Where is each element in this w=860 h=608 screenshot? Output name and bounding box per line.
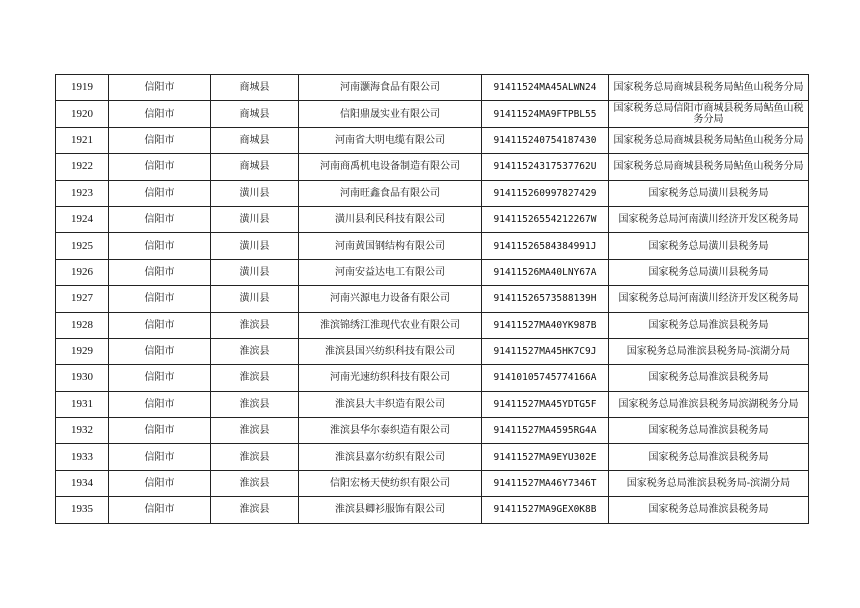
city-cell: 信阳市 <box>109 444 211 470</box>
tax-authority-cell: 国家税务总局淮滨县税务局-滨湖分局 <box>609 338 809 364</box>
company-name-cell: 河南省大明电缆有限公司 <box>299 127 482 153</box>
credit-code-cell: 91411527MA45HK7C9J <box>482 338 609 364</box>
credit-code-cell: 914115240754187430 <box>482 127 609 153</box>
company-name-cell: 信阳宏杨天使纺织有限公司 <box>299 470 482 496</box>
tax-authority-cell: 国家税务总局淮滨县税务局滨湖税务分局 <box>609 391 809 417</box>
company-name-cell: 淮滨锦绣江淮现代农业有限公司 <box>299 312 482 338</box>
tax-authority-cell: 国家税务总局潢川县税务局 <box>609 259 809 285</box>
table-row <box>56 312 809 338</box>
county-cell: 商城县 <box>211 127 299 153</box>
company-name-cell: 河南光速纺织科技有限公司 <box>299 365 482 391</box>
serial-number-cell: 1922 <box>56 154 109 180</box>
city-cell: 信阳市 <box>109 75 211 101</box>
serial-number-cell: 1932 <box>56 418 109 444</box>
city-cell: 信阳市 <box>109 418 211 444</box>
tax-authority-cell: 国家税务总局淮滨县税务局 <box>609 418 809 444</box>
table-row <box>56 233 809 259</box>
tax-authority-cell: 国家税务总局淮滨县税务局 <box>609 497 809 523</box>
city-cell: 信阳市 <box>109 206 211 232</box>
company-name-cell: 淮滨县大丰织造有限公司 <box>299 391 482 417</box>
city-cell: 信阳市 <box>109 233 211 259</box>
credit-code-cell: 91411526554212267W <box>482 206 609 232</box>
tax-authority-cell: 国家税务总局河南潢川经济开发区税务局 <box>609 206 809 232</box>
table-row <box>56 75 809 101</box>
city-cell: 信阳市 <box>109 180 211 206</box>
table-row <box>56 470 809 496</box>
county-cell: 商城县 <box>211 101 299 127</box>
serial-number-cell: 1921 <box>56 127 109 153</box>
serial-number-cell: 1920 <box>56 101 109 127</box>
city-cell: 信阳市 <box>109 101 211 127</box>
company-name-cell: 河南商禹机电设备制造有限公司 <box>299 154 482 180</box>
credit-code-cell: 91411527MA40YK987B <box>482 312 609 338</box>
table-row <box>56 365 809 391</box>
county-cell: 潢川县 <box>211 259 299 285</box>
credit-code-cell: 91411527MA9GEX0K8B <box>482 497 609 523</box>
county-cell: 潢川县 <box>211 233 299 259</box>
table-row <box>56 154 809 180</box>
city-cell: 信阳市 <box>109 286 211 312</box>
credit-code-cell: 91411524317537762U <box>482 154 609 180</box>
county-cell: 商城县 <box>211 154 299 180</box>
county-cell: 淮滨县 <box>211 470 299 496</box>
tax-authority-cell: 国家税务总局淮滨县税务局-滨湖分局 <box>609 470 809 496</box>
credit-code-cell: 91411526584384991J <box>482 233 609 259</box>
tax-authority-cell: 国家税务总局商城县税务局鲇鱼山税务分局 <box>609 75 809 101</box>
county-cell: 潢川县 <box>211 180 299 206</box>
county-cell: 潢川县 <box>211 286 299 312</box>
table-row <box>56 338 809 364</box>
credit-code-cell: 91411527MA45YDTG5F <box>482 391 609 417</box>
table-row <box>56 101 809 127</box>
city-cell: 信阳市 <box>109 365 211 391</box>
city-cell: 信阳市 <box>109 312 211 338</box>
serial-number-cell: 1919 <box>56 75 109 101</box>
tax-authority-cell: 国家税务总局淮滨县税务局 <box>609 365 809 391</box>
table-row <box>56 127 809 153</box>
taxpayer-table <box>55 74 809 524</box>
county-cell: 潢川县 <box>211 206 299 232</box>
serial-number-cell: 1933 <box>56 444 109 470</box>
tax-authority-cell: 国家税务总局商城县税务局鲇鱼山税务分局 <box>609 154 809 180</box>
table-row <box>56 497 809 523</box>
county-cell: 淮滨县 <box>211 418 299 444</box>
serial-number-cell: 1924 <box>56 206 109 232</box>
city-cell: 信阳市 <box>109 497 211 523</box>
city-cell: 信阳市 <box>109 338 211 364</box>
tax-authority-cell: 国家税务总局潢川县税务局 <box>609 180 809 206</box>
city-cell: 信阳市 <box>109 154 211 180</box>
company-name-cell: 潢川县利民科技有限公司 <box>299 206 482 232</box>
credit-code-cell: 91411526573588139H <box>482 286 609 312</box>
tax-authority-cell: 国家税务总局潢川县税务局 <box>609 233 809 259</box>
company-name-cell: 淮滨县国兴纺织科技有限公司 <box>299 338 482 364</box>
serial-number-cell: 1934 <box>56 470 109 496</box>
company-name-cell: 河南安益达电工有限公司 <box>299 259 482 285</box>
tax-authority-cell: 国家税务总局淮滨县税务局 <box>609 444 809 470</box>
tax-authority-cell: 国家税务总局信阳市商城县税务局鲇鱼山税务分局 <box>609 101 809 127</box>
tax-authority-cell: 国家税务总局商城县税务局鲇鱼山税务分局 <box>609 127 809 153</box>
county-cell: 淮滨县 <box>211 391 299 417</box>
company-name-cell: 信阳鼎晟实业有限公司 <box>299 101 482 127</box>
table-row <box>56 444 809 470</box>
serial-number-cell: 1931 <box>56 391 109 417</box>
table-row <box>56 391 809 417</box>
table-row <box>56 259 809 285</box>
serial-number-cell: 1927 <box>56 286 109 312</box>
tax-authority-cell: 国家税务总局河南潢川经济开发区税务局 <box>609 286 809 312</box>
county-cell: 淮滨县 <box>211 444 299 470</box>
county-cell: 商城县 <box>211 75 299 101</box>
credit-code-cell: 91411526MA40LNY67A <box>482 259 609 285</box>
county-cell: 淮滨县 <box>211 497 299 523</box>
city-cell: 信阳市 <box>109 470 211 496</box>
table-row <box>56 180 809 206</box>
company-name-cell: 淮滨县嘉尔纺织有限公司 <box>299 444 482 470</box>
serial-number-cell: 1925 <box>56 233 109 259</box>
table-row <box>56 286 809 312</box>
tax-authority-cell: 国家税务总局淮滨县税务局 <box>609 312 809 338</box>
credit-code-cell: 91411524MA45ALWN24 <box>482 75 609 101</box>
credit-code-cell: 91411524MA9FTPBL55 <box>482 101 609 127</box>
county-cell: 淮滨县 <box>211 365 299 391</box>
city-cell: 信阳市 <box>109 259 211 285</box>
city-cell: 信阳市 <box>109 391 211 417</box>
serial-number-cell: 1935 <box>56 497 109 523</box>
company-name-cell: 河南旺鑫食品有限公司 <box>299 180 482 206</box>
serial-number-cell: 1930 <box>56 365 109 391</box>
credit-code-cell: 91411527MA9EYU302E <box>482 444 609 470</box>
county-cell: 淮滨县 <box>211 312 299 338</box>
table-row <box>56 418 809 444</box>
company-name-cell: 河南兴源电力设备有限公司 <box>299 286 482 312</box>
serial-number-cell: 1928 <box>56 312 109 338</box>
credit-code-cell: 91410105745774166A <box>482 365 609 391</box>
company-name-cell: 河南灏海食品有限公司 <box>299 75 482 101</box>
table-row <box>56 206 809 232</box>
credit-code-cell: 91411527MA4595RG4A <box>482 418 609 444</box>
serial-number-cell: 1926 <box>56 259 109 285</box>
serial-number-cell: 1923 <box>56 180 109 206</box>
serial-number-cell: 1929 <box>56 338 109 364</box>
company-name-cell: 淮滨县卿衫服饰有限公司 <box>299 497 482 523</box>
company-name-cell: 淮滨县华尔泰织造有限公司 <box>299 418 482 444</box>
credit-code-cell: 91411527MA46Y7346T <box>482 470 609 496</box>
city-cell: 信阳市 <box>109 127 211 153</box>
credit-code-cell: 914115260997827429 <box>482 180 609 206</box>
taxpayer-table-body <box>56 75 809 524</box>
county-cell: 淮滨县 <box>211 338 299 364</box>
company-name-cell: 河南黄国钢结构有限公司 <box>299 233 482 259</box>
